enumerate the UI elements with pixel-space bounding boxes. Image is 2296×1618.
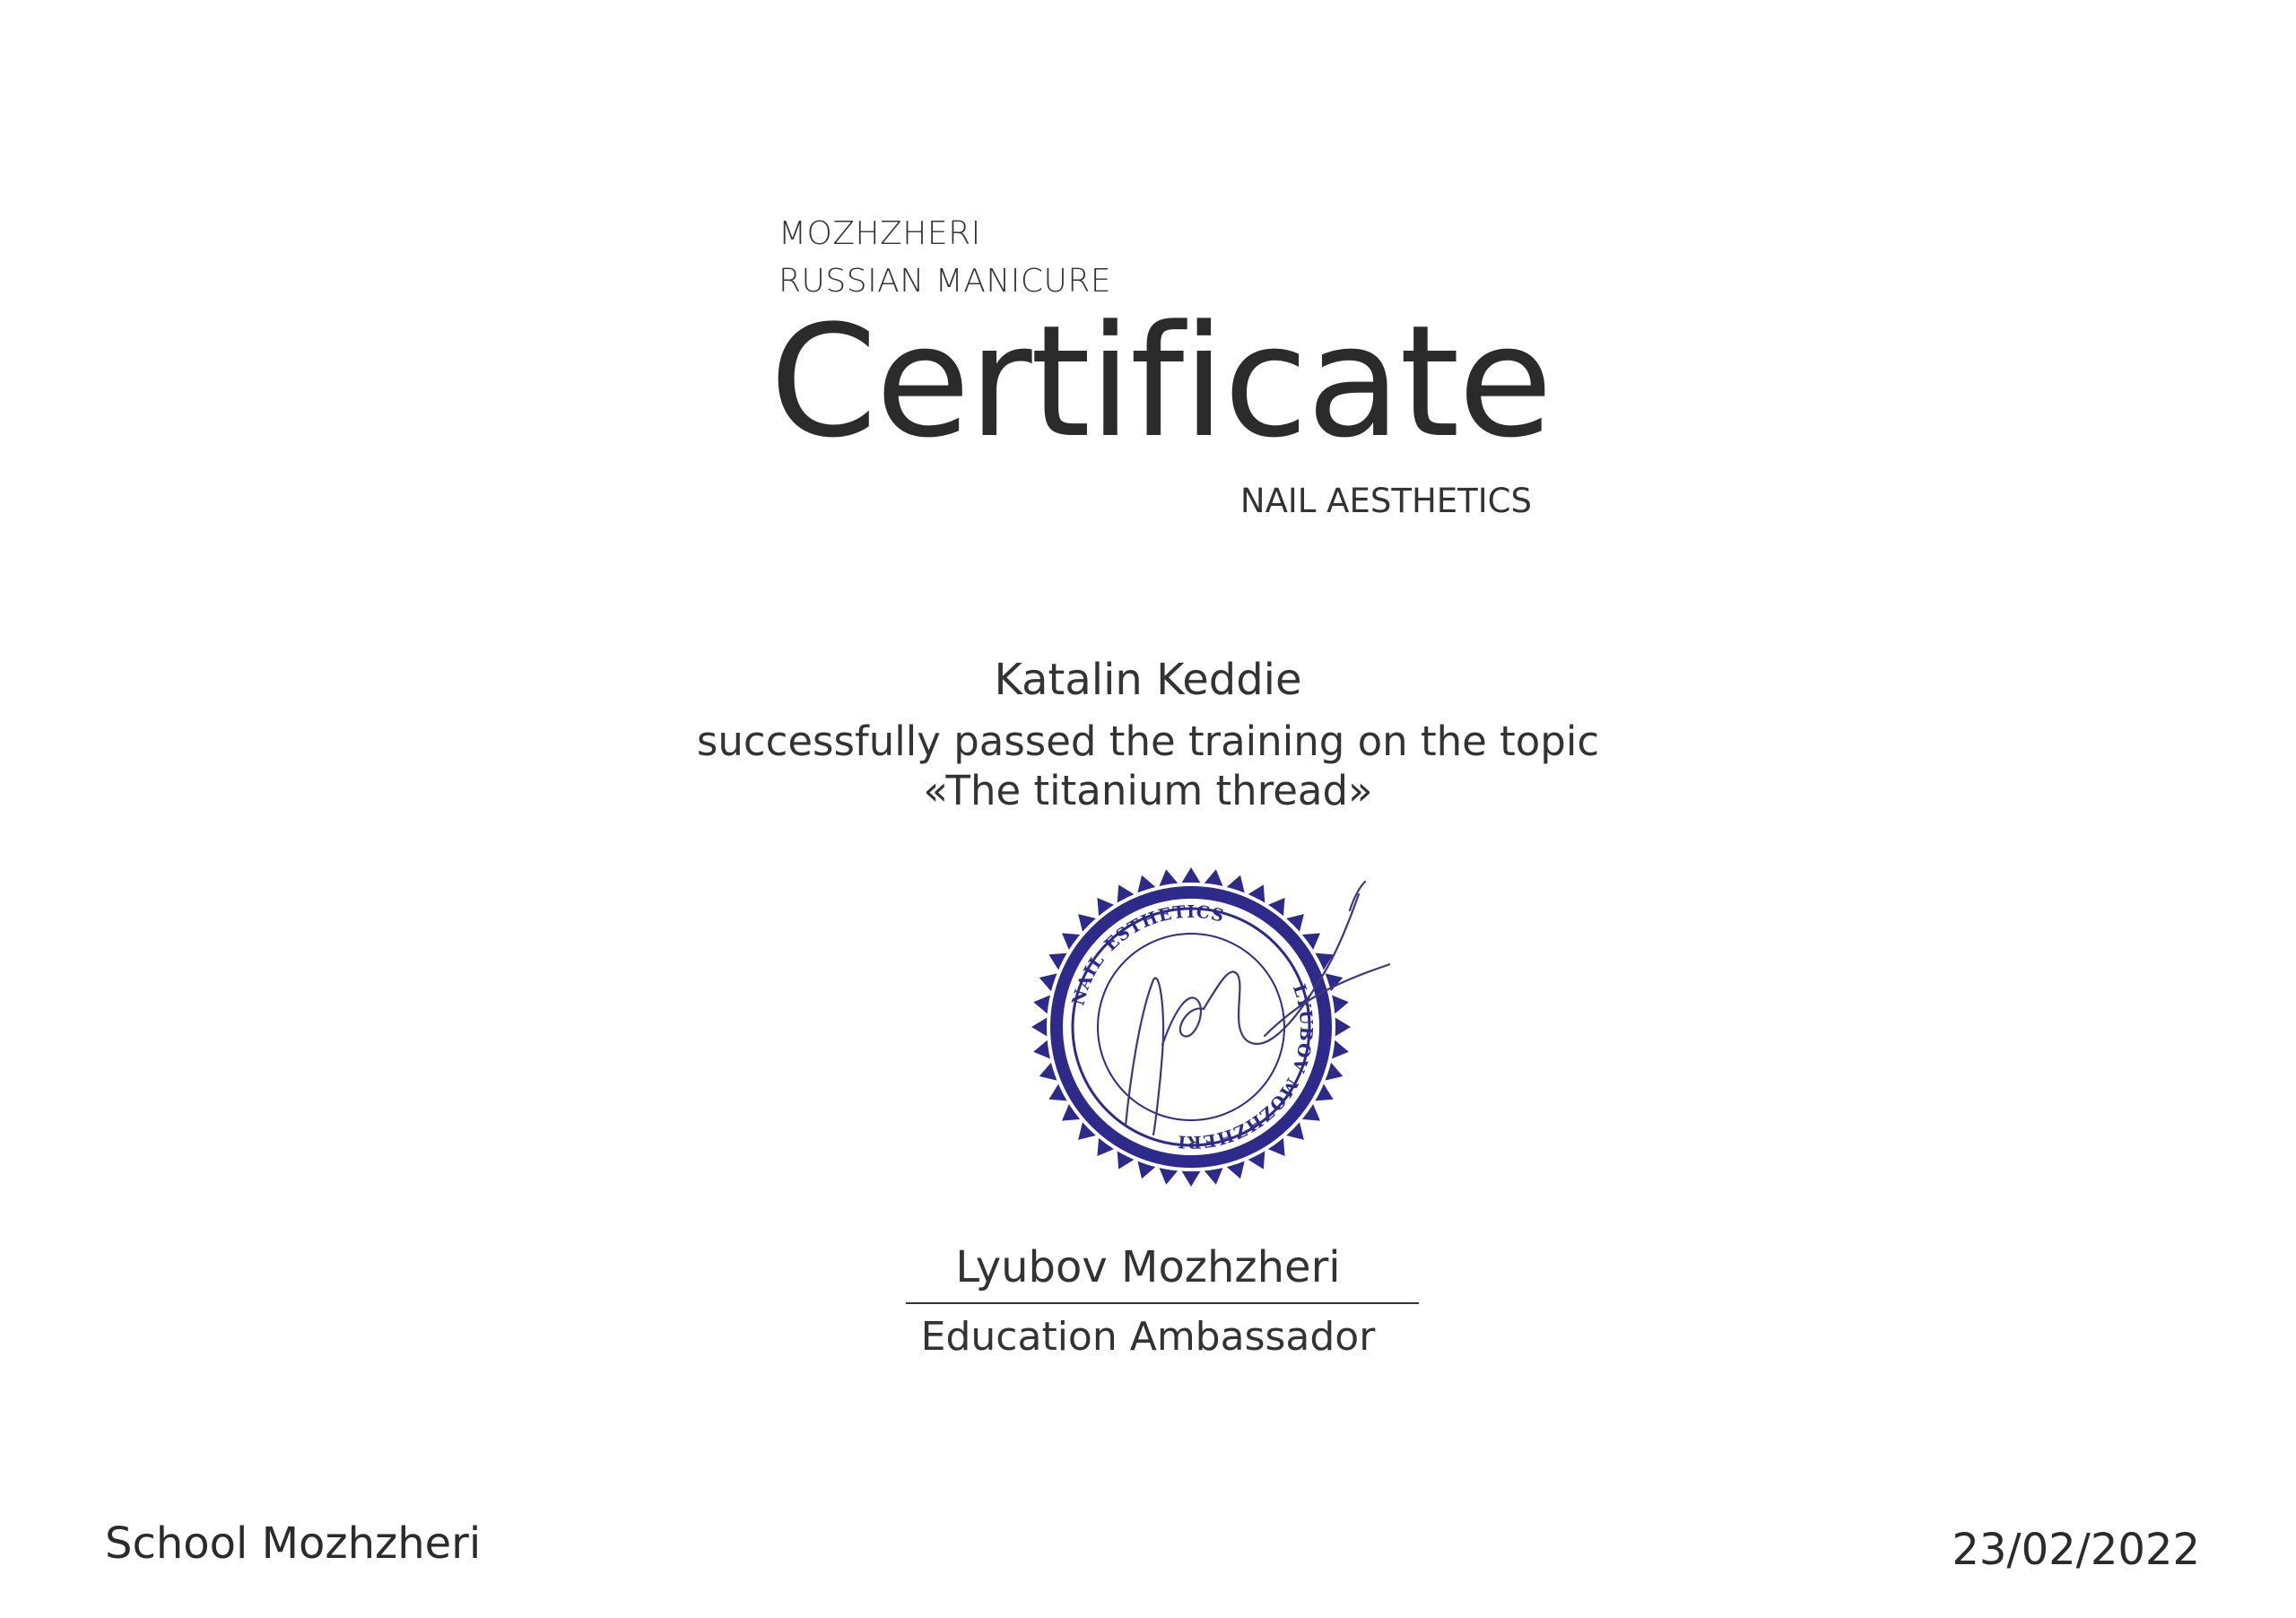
brand-name: MOZHZHERI	[778, 215, 981, 252]
signer-name: Lyubov Mozhzheri	[955, 1242, 1341, 1292]
certificate-subtitle: NAIL AESTHETICS	[1239, 482, 1532, 520]
signer-role: Education Ambassador	[920, 1314, 1376, 1360]
seal-stamp-icon	[996, 857, 1390, 1215]
brand-tagline: RUSSIAN MANICURE	[778, 263, 1112, 300]
certificate-title: Certificate	[770, 291, 1552, 472]
seal-ring-text-right: NAIL	[1068, 950, 1109, 1008]
recipient-name: Katalin Keddie	[994, 655, 1302, 705]
training-topic: «The titanium thread»	[923, 767, 1373, 814]
school-name: School Mozhzheri	[105, 1518, 482, 1569]
issue-date: 23/02/2022	[1952, 1525, 2200, 1575]
seal-ring-text-bottom: ESTHETICS	[1100, 901, 1227, 955]
signature-line	[906, 1302, 1419, 1304]
completion-statement: successfully passed the training on the topic	[696, 718, 1600, 765]
seal-ring-text-top: LYUBOV MOZHZHERI	[1176, 981, 1317, 1153]
